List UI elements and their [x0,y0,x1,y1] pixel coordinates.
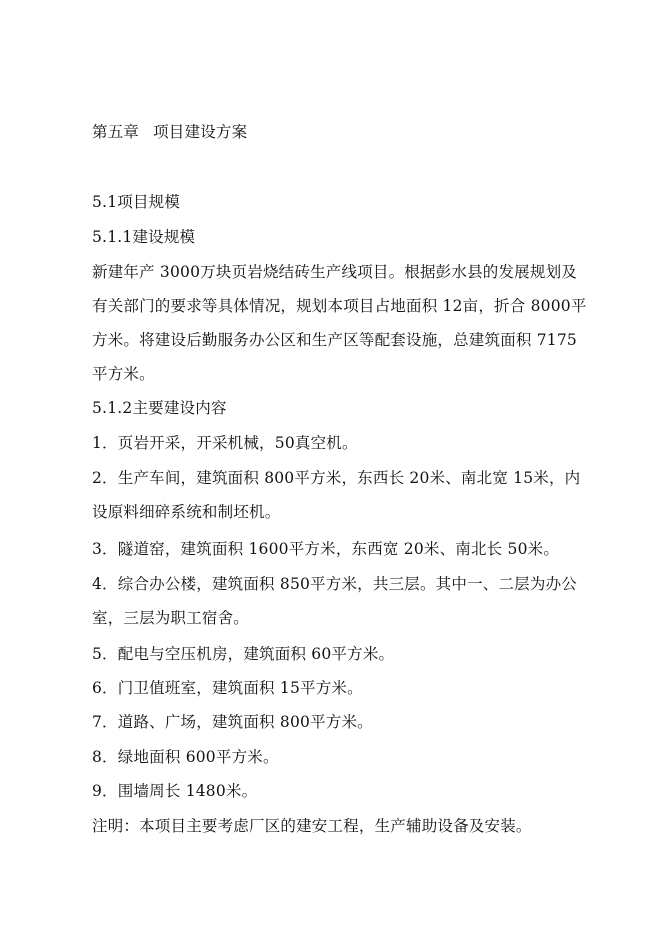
list-item: 7．道路、广场，建筑面积 800平方米。 [92,713,373,731]
chapter-title: 项目建设方案 [153,123,248,141]
paragraph-line: 有关部门的要求等具体情况，规划本项目占地面积 12亩，折合 8000平 [92,297,587,315]
paragraph-line: 新建年产 3000万块页岩烧结砖生产线项目。根据彭水县的发展规划及 [92,263,577,281]
list-item: 2．生产车间，建筑面积 800平方米，东西长 20米、南北宽 15米，内 [92,469,581,487]
list-item: 3．隧道窑，建筑面积 1600平方米，东西宽 20米、南北长 50米。 [92,540,560,558]
list-item: 6．门卫值班室，建筑面积 15平方米。 [92,679,363,697]
list-item: 8．绿地面积 600平方米。 [92,748,279,766]
note-text: 注明：本项目主要考虑厂区的建安工程，生产辅助设备及安装。 [92,817,532,835]
chapter-heading [92,122,247,142]
list-item: 1．页岩开采，开采机械，50真空机。 [92,434,358,452]
paragraph-line: 平方米。 [92,365,155,383]
list-item: 室，三层为职工宿舍。 [92,609,250,627]
list-item: 设原料细碎系统和制坯机。 [92,503,281,521]
section-heading: 5.1项目规模 [92,193,181,211]
list-item: 5．配电与空压机房，建筑面积 60平方米。 [92,645,395,663]
paragraph-line: 方米。将建设后勤服务办公区和生产区等配套设施，总建筑面积 7175 [92,331,577,349]
chapter-number: 第五章 [92,123,140,141]
subsection-heading-content: 5.1.2主要建设内容 [92,399,227,417]
list-item: 4．综合办公楼，建筑面积 850平方米，共三层。其中一、二层为办公 [92,575,577,593]
list-item: 9．围墙周长 1480米。 [92,782,258,800]
subsection-heading-scale: 5.1.1建设规模 [92,228,196,246]
